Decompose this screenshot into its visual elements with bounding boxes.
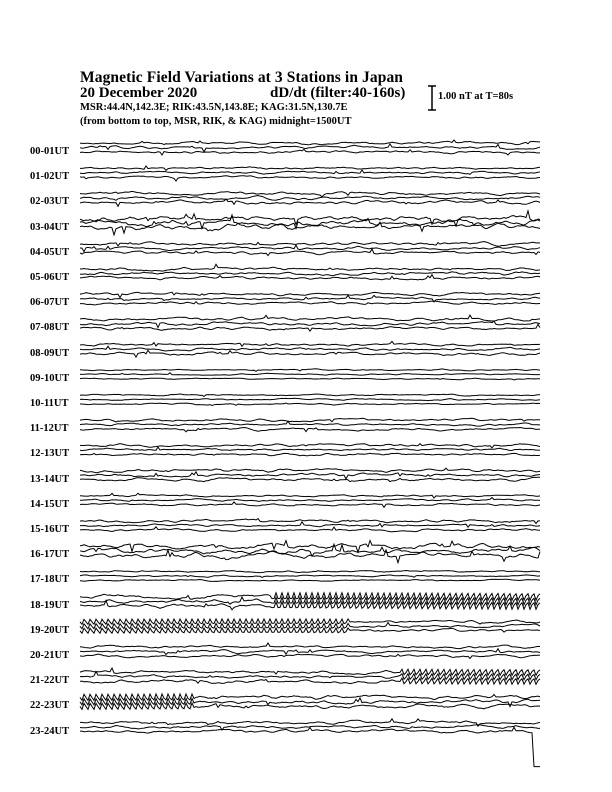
hour-label: 16-17UT	[30, 549, 70, 561]
hour-label: 22-23UT	[30, 700, 70, 712]
hour-label: 07-08UT	[30, 322, 70, 334]
trace-kag	[80, 668, 540, 675]
hour-label: 19-20UT	[30, 624, 70, 636]
trace-kag	[80, 140, 540, 145]
trace-kag	[80, 315, 540, 321]
trace-msr	[80, 628, 540, 633]
station-coordinates: MSR:44.4N,142.3E; RIK:43.5N,143.8E; KAG:31.5N,130.7E	[80, 102, 348, 113]
trace-kag	[80, 191, 540, 196]
hour-label: 12-13UT	[30, 448, 70, 460]
hour-label: 17-18UT	[30, 574, 70, 586]
hour-label: 20-21UT	[30, 650, 70, 661]
trace-kag	[80, 341, 540, 346]
hour-label: 13-14UT	[30, 473, 70, 485]
trace-rik	[80, 170, 540, 174]
trace-kag	[80, 619, 540, 624]
hour-label: 21-22UT	[30, 675, 70, 687]
trace-rik	[80, 321, 540, 327]
trace-msr	[80, 579, 540, 581]
hour-label: 02-03UT	[30, 196, 70, 208]
trace-msr	[80, 301, 540, 305]
trace-kag	[80, 468, 540, 473]
trace-kag	[80, 444, 540, 448]
trace-rik	[80, 272, 540, 276]
trace-kag	[80, 493, 540, 498]
hour-label: 18-19UT	[30, 599, 70, 611]
trace-rik	[80, 245, 540, 252]
trace-kag	[80, 166, 540, 170]
trace-msr	[80, 703, 540, 709]
station-order-note: (from bottom to top, MSR, RIK, & KAG) midnight=1500UT	[80, 116, 352, 127]
trace-kag	[80, 394, 540, 396]
trace-rik	[80, 575, 540, 578]
trace-rik	[80, 522, 540, 527]
trace-kag	[80, 369, 540, 372]
trace-kag	[80, 694, 540, 700]
trace-msr	[80, 275, 540, 280]
filter-label: dD/dt (filter:40-160s)	[270, 85, 406, 101]
trace-msr	[80, 249, 540, 256]
hour-label: 10-11UT	[30, 398, 69, 409]
hour-label: 05-06UT	[30, 272, 70, 283]
trace-rik	[80, 398, 540, 400]
chart-date: 20 December 2020	[80, 85, 198, 101]
trace-msr	[80, 403, 540, 406]
trace-rik	[80, 295, 540, 302]
trace-msr	[80, 502, 540, 507]
trace-kag	[80, 292, 540, 297]
hour-label: 03-04UT	[30, 221, 70, 233]
hour-label: 23-24UT	[30, 725, 70, 737]
trace-msr	[80, 477, 540, 482]
hour-label: 09-10UT	[30, 372, 70, 384]
hour-label: 08-09UT	[30, 347, 70, 359]
hour-label: 06-07UT	[30, 297, 70, 309]
hour-label: 14-15UT	[30, 498, 70, 510]
trace-rik	[80, 346, 540, 351]
trace-rik	[80, 498, 540, 502]
trace-kag	[80, 571, 540, 573]
hour-label: 01-02UT	[30, 171, 70, 183]
trace-msr	[80, 222, 540, 235]
trace-kag	[80, 418, 540, 422]
trace-msr	[80, 378, 540, 380]
trace-kag	[80, 593, 540, 601]
trace-rik	[80, 373, 540, 375]
hour-label: 11-12UT	[30, 423, 69, 435]
trace-rik	[80, 196, 540, 201]
scale-label: 1.00 nT at T=80s	[438, 91, 514, 102]
trace-msr	[80, 654, 540, 658]
hour-label: 04-05UT	[30, 246, 70, 258]
trace-group	[80, 140, 540, 767]
trace-msr	[80, 727, 540, 766]
scale-bar	[428, 86, 436, 110]
trace-rik	[80, 472, 540, 479]
trace-kag	[80, 264, 540, 271]
hour-label: 15-16UT	[30, 524, 70, 535]
trace-kag	[80, 242, 540, 247]
trace-msr	[80, 350, 540, 357]
trace-kag	[80, 541, 540, 553]
chart-title: Magnetic Field Variations at 3 Stations in Japan	[80, 69, 404, 86]
trace-rik	[80, 447, 540, 451]
trace-msr	[80, 678, 540, 684]
trace-rik	[80, 623, 540, 629]
trace-kag	[80, 519, 540, 524]
trace-msr	[80, 527, 540, 532]
trace-msr	[80, 176, 540, 181]
trace-kag	[80, 643, 540, 649]
trace-msr	[80, 428, 540, 432]
hour-label: 00-01UT	[30, 146, 70, 157]
trace-msr	[80, 453, 540, 456]
trace-rik	[80, 649, 540, 655]
trace-msr	[80, 149, 540, 155]
